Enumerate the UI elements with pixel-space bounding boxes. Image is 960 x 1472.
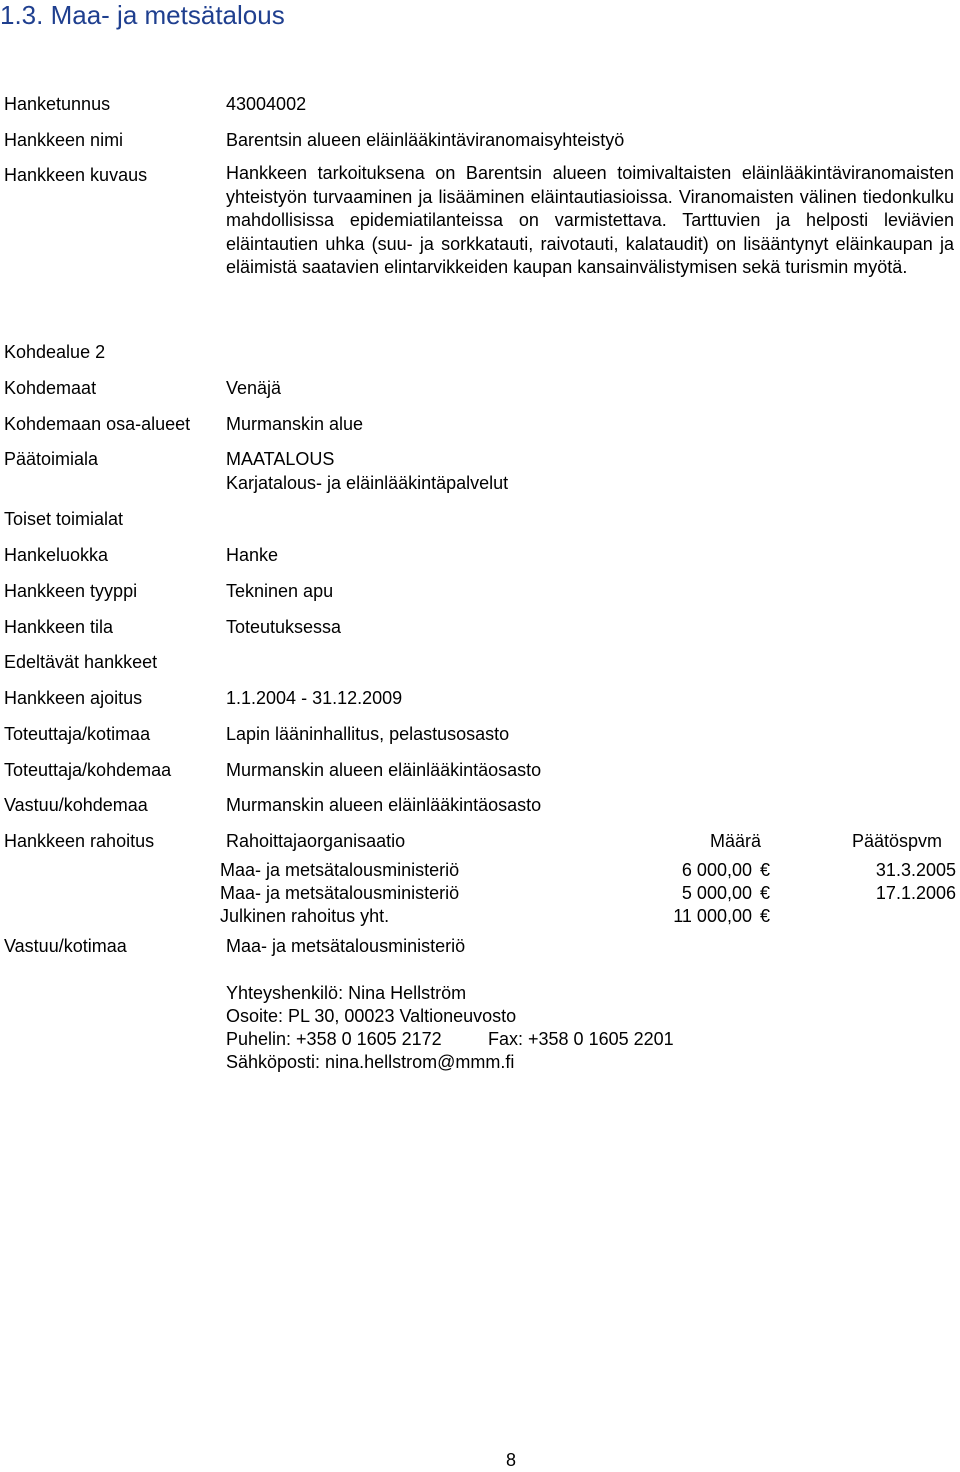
funding-row-organisation: Maa- ja metsätalousministeriö [220,883,460,903]
field-label-toteuttaja-kotimaa: Toteuttaja/kotimaa [4,724,151,744]
field-value-kohdemaan-osa-alueet: Murmanskin alue [226,414,364,434]
field-label-hankkeen-kuvaus: Hankkeen kuvaus [4,165,148,185]
field-label-paatoimiala: Päätoimiala [4,449,99,469]
field-label-edeltavat-hankkeet: Edeltävät hankkeet [4,652,158,672]
field-value-hankeluokka: Hanke [226,545,279,565]
field-value-toteuttaja-kohdemaa: Murmanskin alueen eläinlääkintäosasto [226,760,542,780]
field-label-kohdemaat: Kohdemaat [4,378,97,398]
field-value-paatoimiala: MAATALOUS [226,449,335,469]
page-title: 1.3. Maa- ja metsätalous [0,0,285,30]
funding-row-currency: € [760,883,771,903]
contact-phone: Puhelin: +358 0 1605 2172 [226,1029,442,1049]
contact-person: Yhteyshenkilö: Nina Hellström [226,983,467,1003]
funding-total-currency: € [760,906,771,926]
field-label-toteuttaja-kohdemaa: Toteuttaja/kohdemaa [4,760,172,780]
field-value-hankkeen-ajoitus: 1.1.2004 - 31.12.2009 [226,688,403,708]
funding-row-amount: 6 000,00 [681,860,752,880]
field-value-hankkeen-tyyppi: Tekninen apu [226,581,334,601]
field-value-hankkeen-nimi: Barentsin alueen eläinlääkintäviranomaisyhteistyö [226,130,625,150]
funding-header-date: Päätöspvm [852,831,943,851]
funding-row-currency: € [760,860,771,880]
field-label-hankkeen-tila: Hankkeen tila [4,617,114,637]
field-value-hankkeen-kuvaus: Hankkeen tarkoituksena on Barentsin alueen toimivaltaisten eläinlääkintäviranomaisten yhteistyön turvaaminen ja lisääminen eläintautiasioissa. Viranomaisten välinen tiedonkulku mahdollisissa epidemiatilanteissa on varmistettava. Tarttuvien ja helposti leviävien eläintautien uhka (suu- ja sorkkatauti, raivotauti, kalataudit) on lisääntynyt eläinkaupan ja eläimistä saatavien elintarvikkeiden kaupan kansainvälistymisen sekä turismin myötä. [226,163,954,278]
funding-label: Hankkeen rahoitus [4,831,155,851]
field-label-toiset-toimialat: Toiset toimialat [4,509,124,529]
contact-address: Osoite: PL 30, 00023 Valtioneuvosto [226,1006,517,1026]
funding-header-organisation: Rahoittajaorganisaatio [226,831,406,851]
contact-email: Sähköposti: nina.hellstrom@mmm.fi [226,1052,515,1072]
field-label-kohdemaan-osa-alueet: Kohdemaan osa-alueet [4,414,191,434]
funding-total-label: Julkinen rahoitus yht. [220,906,390,926]
page-number: 8 [506,1450,517,1470]
field-value-hanketunnus: 43004002 [226,94,307,114]
field-value-toteuttaja-kotimaa: Lapin lääninhallitus, pelastusosasto [226,724,510,744]
field-value-vastuu-kohdemaa: Murmanskin alueen eläinlääkintäosasto [226,795,542,815]
funding-header-amount: Määrä [710,831,762,851]
contact-fax: Fax: +358 0 1605 2201 [488,1029,674,1049]
field-label-vastuu-kohdemaa: Vastuu/kohdemaa [4,795,148,815]
field-value-hankkeen-tila: Toteutuksessa [226,617,342,637]
responsible-label: Vastuu/kotimaa [4,936,127,956]
field-label-hankkeen-nimi: Hankkeen nimi [4,130,124,150]
field-value-kohdemaat: Venäjä [226,378,282,398]
field-label-hankeluokka: Hankeluokka [4,545,109,565]
funding-total-amount: 11 000,00 [673,906,752,926]
funding-row-date: 17.1.2006 [875,883,956,903]
funding-row-date: 31.3.2005 [875,860,956,880]
field-label-hanketunnus: Hanketunnus [4,94,111,114]
responsible-value: Maa- ja metsätalousministeriö [226,936,466,956]
funding-row-organisation: Maa- ja metsätalousministeriö [220,860,460,880]
field-value-paatoimiala-sub: Karjatalous- ja eläinlääkintäpalvelut [226,473,509,493]
funding-row-amount: 5 000,00 [681,883,752,903]
field-label-hankkeen-ajoitus: Hankkeen ajoitus [4,688,143,708]
field-label-kohdealue: Kohdealue 2 [4,342,106,362]
field-label-hankkeen-tyyppi: Hankkeen tyyppi [4,581,138,601]
